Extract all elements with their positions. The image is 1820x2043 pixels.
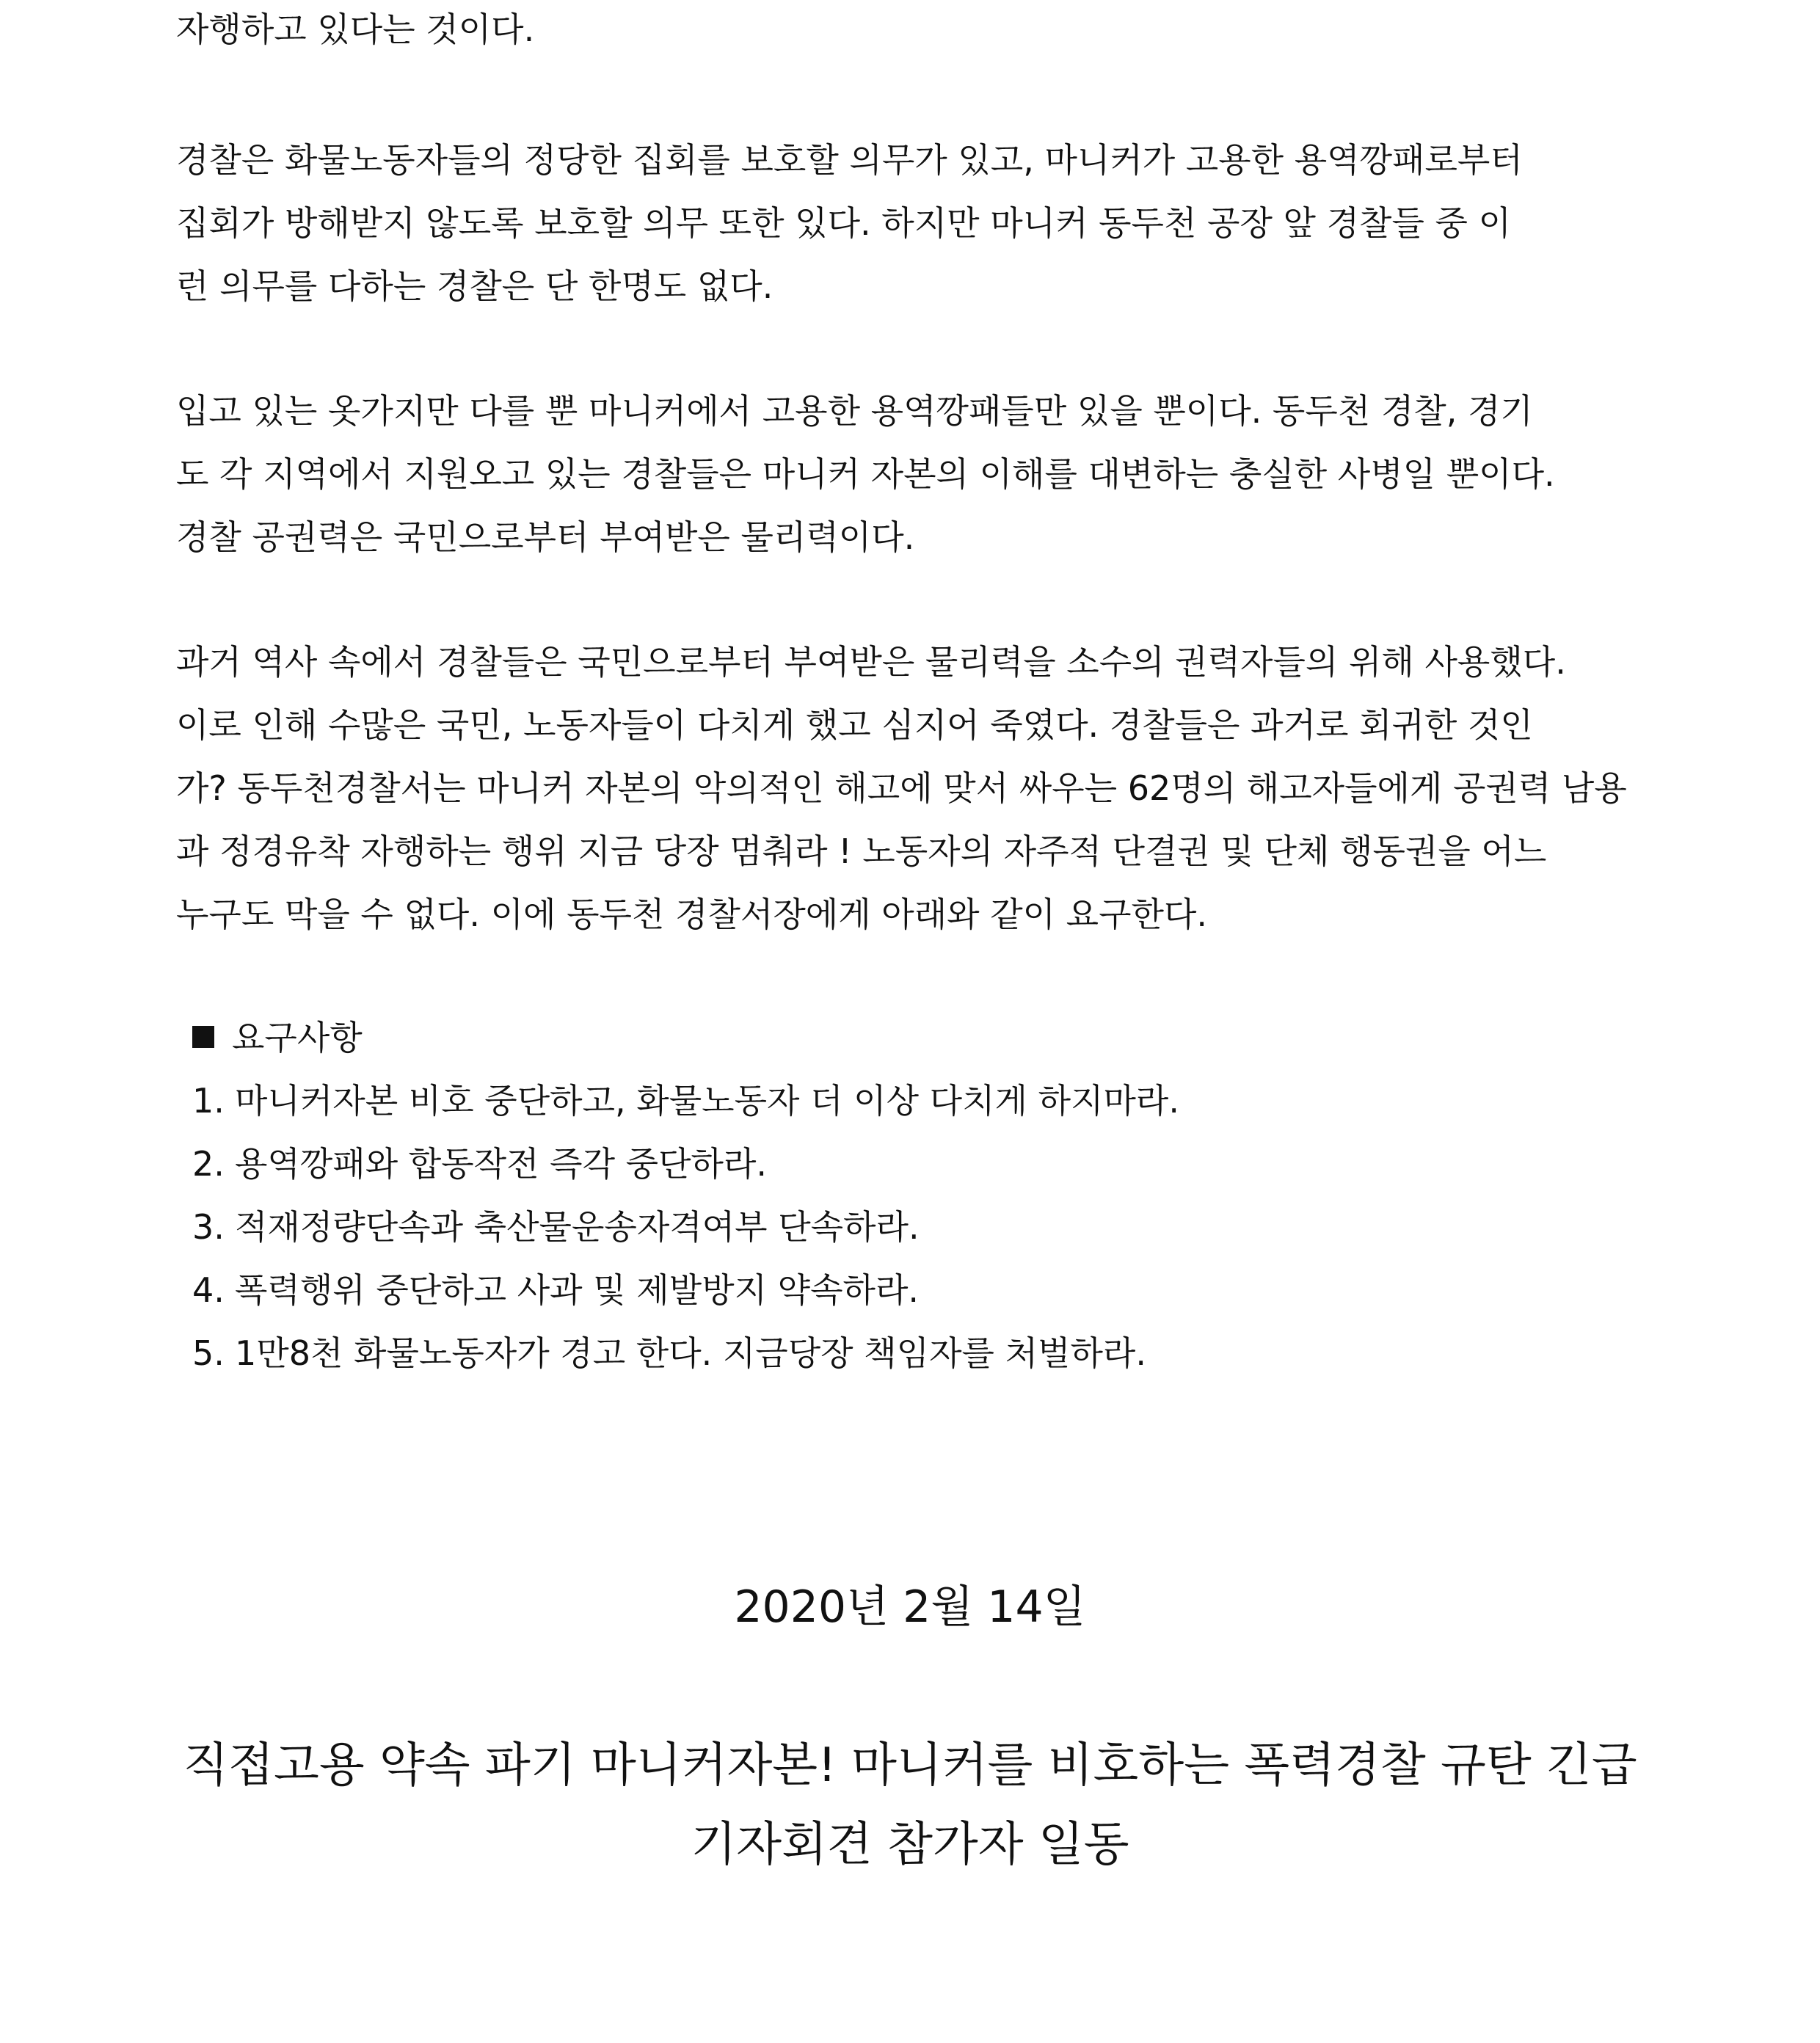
demand-number: 1. xyxy=(192,1081,225,1121)
demand-text: 1만8천 화물노동자가 경고 한다. 지금당장 책임자를 처벌하라. xyxy=(235,1333,1146,1373)
demand-text: 마니커자본 비호 중단하고, 화물노동자 더 이상 다치게 하지마라. xyxy=(235,1081,1179,1121)
text-line: 이로 인해 수많은 국민, 노동자들이 다치게 했고 심지어 죽였다. 경찰들은 과거로 회귀한 것인 xyxy=(176,705,1533,745)
demands-header xyxy=(192,1016,363,1060)
demand-item xyxy=(192,1205,920,1249)
demand-number: 4. xyxy=(192,1270,225,1310)
text-line: 가? 동두천경찰서는 마니커 자본의 악의적인 해고에 맞서 싸우는 62명의 해고자들에게 공권력 남용 xyxy=(176,768,1627,808)
demand-number: 2. xyxy=(192,1144,225,1184)
square-bullet-icon xyxy=(192,1026,214,1048)
text-line: 경찰은 화물노동자들의 정당한 집회를 보호할 의무가 있고, 마니커가 고용한 용역깡패로부터 xyxy=(176,140,1523,180)
signature-line-1: 직접고용 약속 파기 마니커자본! 마니커를 비호하는 폭력경찰 규탄 긴급 xyxy=(183,1738,1637,1793)
text-line: 경찰 공권력은 국민으로부터 부여받은 물리력이다. xyxy=(176,517,915,557)
text-line: 입고 있는 옷가지만 다를 뿐 마니커에서 고용한 용역깡패들만 있을 뿐이다. 동두천 경찰, 경기 xyxy=(176,391,1533,431)
text-line: 누구도 막을 수 없다. 이에 동두천 경찰서장에게 아래와 같이 요구한다. xyxy=(176,895,1208,934)
text-line: 런 의무를 다하는 경찰은 단 한명도 없다. xyxy=(176,266,774,306)
text-line: 과거 역사 속에서 경찰들은 국민으로부터 부여받은 물리력을 소수의 권력자들의 위해 사용했다. xyxy=(176,642,1566,682)
text-line: 과 정경유착 자행하는 행위 지금 당장 멈춰라 ! 노동자의 자주적 단결권 및 단체 행동권을 어느 xyxy=(176,831,1547,871)
demand-number: 5. xyxy=(192,1333,225,1373)
demand-text: 용역깡패와 합동작전 즉각 중단하라. xyxy=(235,1144,768,1184)
text-line: 도 각 지역에서 지원오고 있는 경찰들은 마니커 자본의 이해를 대변하는 충실한 사병일 뿐이다. xyxy=(176,454,1555,494)
document-date: 2020년 2월 14일 xyxy=(734,1581,1086,1633)
text-line: 자행하고 있다는 것이다. xyxy=(176,10,535,49)
demand-item xyxy=(192,1079,1179,1123)
signature-line-2: 기자회견 참가자 일동 xyxy=(691,1818,1129,1872)
demand-text: 적재정량단속과 축산물운송자격여부 단속하라. xyxy=(235,1207,920,1247)
demand-text: 폭력행위 중단하고 사과 및 제발방지 약속하라. xyxy=(235,1270,920,1310)
demand-item xyxy=(192,1331,1146,1375)
demand-number: 3. xyxy=(192,1207,225,1247)
demand-item xyxy=(192,1268,919,1312)
demand-item xyxy=(192,1142,767,1186)
text-line: 집회가 방해받지 않도록 보호할 의무 또한 있다. 하지만 마니커 동두천 공장 앞 경찰들 중 이 xyxy=(176,203,1512,243)
demands-header-label: 요구사항 xyxy=(232,1018,363,1057)
